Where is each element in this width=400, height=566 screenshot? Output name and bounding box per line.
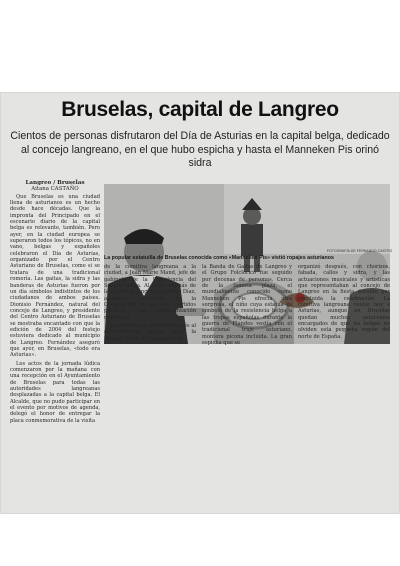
text-column-4 [298,264,390,340]
text-column-2 [104,264,196,342]
article-headline: Bruselas, capital de Langreo [61,98,339,121]
column-1-paragraph-2: Los actos de la jornada lúdica comenzaron por la mañana con una recepción en el Ayuntamiento de Bruselas para todas las autoridades langreanas desplazadas a la capital belga. El Alcalde, que no pudo participar en el evento por motivos de agenda, delegó el honor de entregar la placa conmemorativa de la visita [10,360,100,424]
article-byline: Langreo / Bruselas [25,180,85,186]
photo-credit: FOTOGRAFÍA DE FERNANDO CASTRO [327,249,393,253]
column-3-paragraph-1: la Banda de Gaitas de Langreo y el Grupo Folclórico fue seguido por decenas de personas. Cerca de la famosa plaza, el mundialmente conocido como Manneken Pis ofrecía otra sorpresa, el niño cuya estatua es símbolo de la resistencia belga a las tropas españolas durante la guerra de Flandes vestía con el tradicional traje asturiano, montera picona incluida. La gran espicha que se [202,264,292,347]
article-subhead: Cientos de personas disfrutaron del Día de Asturias en la capital belga, dedicado al concejo langreano, en el que hubo espicha y hasta el Manneken Pis orinó sidra [10,130,390,169]
column-4-paragraph-1: organizó después, con chorizos, fabada, callos y sidra, y las actuaciones musicales y artísticas que representaban al concejo de Langreo en la fiesta durante por concluida la celebración. La comitiva langreana vuelve hoy a Asturias, aunque en Bruselas quedan muchos asturianos encargados de que los belgas no olviden esta pequeña región del norte de España. [298,264,390,340]
newspaper-clipping [0,92,400,514]
column-2-paragraph-2: La comitiva se acercó después al acostumbrado oficial hacia la Grande Place. El pasacalles de [104,323,196,342]
column-2-paragraph-1: de la comitiva langreana a la ciudad, a Jean Marie Mand, jefe de gabinete de la Presidencia del Senado belga. Al acto, además de la alcaldesa langreana Esther Díaz, acudieron miembros de la Corporación de los tres partidos políticos con representación municipal. [104,264,196,321]
article-author: Aitana CASTAÑO [31,186,79,193]
photo-caption: La popular estatuilla de Bruselas conocida como «Manneken Pis» vistió ropajes asturianos [104,255,334,261]
column-1-paragraph-1: Que Bruselas es una ciudad llena de asturianos es un hecho desde hace décadas. Que la impronta del Principado en el escenario diario de la capital belga es relevante, también. Pero ayer, en la ciudad europea se superaron todos los tópicos, no en vano, belgas y españoles celebraron el Día de Asturias, organizado por el Centro Asturiano de Bruselas, como si se tratara de una tradicional romería. Las gaitas, la sidra y las banderas de Asturias fueron por un día símbolos indistintos de los ciudadanos de ambos países. Dionisio Fernández, natural del concejo de Langreo, y presidente del Centro Asturiano de Bruselas se mostraba encantado con que la edición de 2004 del festejo estuviera dedicado al municipio de Langreo. Fernández aseguró que ayer, en Bruselas, «todo era Asturias». [10,193,100,359]
text-column-3 [202,264,292,346]
text-column-1 [10,180,100,424]
